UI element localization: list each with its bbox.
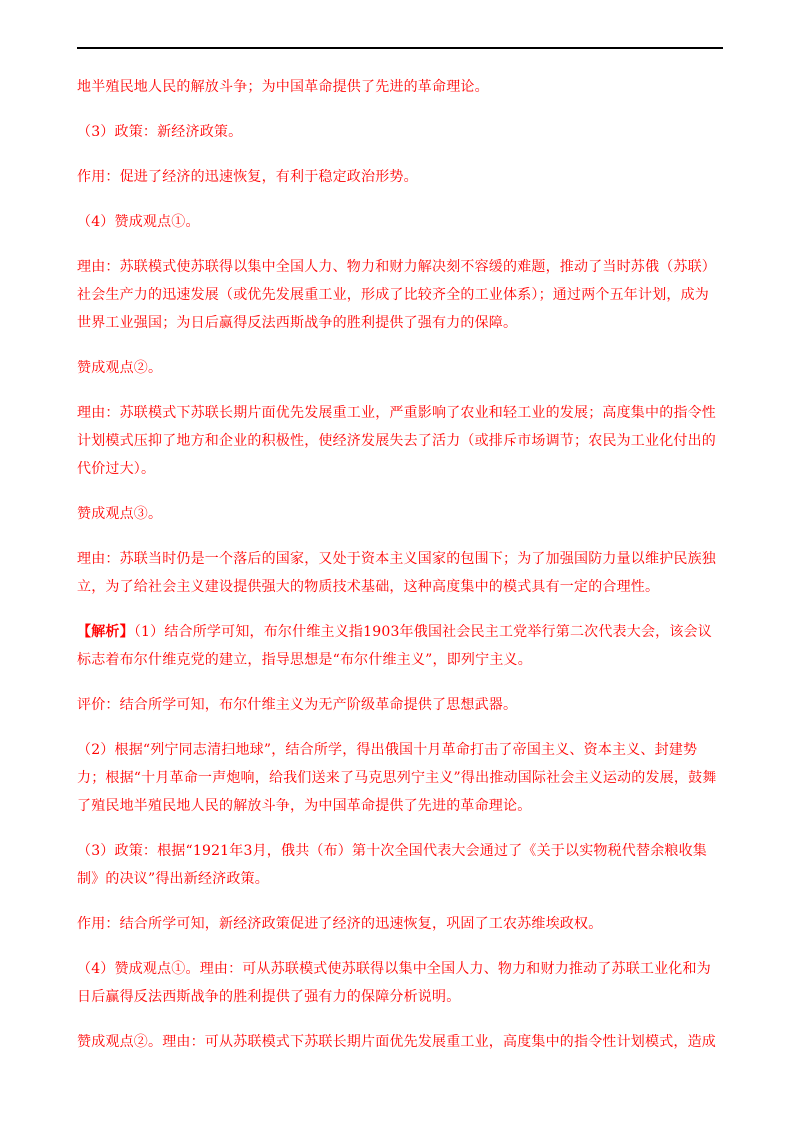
- answer-paragraph: 赞成观点③。: [77, 506, 163, 522]
- analysis-paragraph: [77, 618, 723, 674]
- answer-paragraph: （4）赞成观点①。: [77, 214, 200, 230]
- answer-paragraph: 作用：促进了经济的迅速恢复，有利于稳定政治形势。: [77, 169, 418, 185]
- analysis-paragraph: 赞成观点②。理由：可从苏联模式下苏联长期片面优先发展重工业，高度集中的指令性计划模式，造成: [77, 1034, 716, 1050]
- analysis-paragraph: （4）赞成观点①。理由：可从苏联模式使苏联得以集中全国人力、物力和财力推动了苏联工业化和为日后赢得反法西斯战争的胜利提供了强有力的保障分析说明。: [77, 961, 711, 1005]
- document-body: [77, 73, 723, 1073]
- answer-paragraph: 赞成观点②。: [77, 360, 163, 376]
- analysis-paragraph: 作用：结合所学可知，新经济政策促进了经济的迅速恢复，巩固了工农苏维埃政权。: [77, 916, 603, 932]
- answer-paragraph: 理由：苏联当时仍是一个落后的国家，又处于资本主义国家的包围下；为了加强国防力量以维护民族独立，为了给社会主义建设提供强大的物质技术基础，这种高度集中的模式具有一定的合理性。: [77, 551, 716, 595]
- analysis-paragraph: （3）政策：根据“1921年3月，俄共（布）第十次全国代表大会通过了《关于以实物税代替余粮收集制》的决议”得出新经济政策。: [77, 843, 707, 887]
- header-rule: [77, 47, 723, 49]
- answer-paragraph: （3）政策：新经济政策。: [77, 124, 243, 140]
- analysis-text: （1）结合所学可知，布尔什维主义指1903年俄国社会民主工党举行第二次代表大会，该会议标志着布尔什维克党的建立，指导思想是“布尔什维主义”，即列宁主义。: [77, 624, 712, 668]
- analysis-label: 【解析】: [77, 624, 134, 640]
- answer-paragraph: 理由：苏联模式使苏联得以集中全国人力、物力和财力解决刻不容缓的难题，推动了当时苏俄（苏联）社会生产力的迅速发展（或优先发展重工业，形成了比较齐全的工业体系）；通过两个五年计划，成为世界工业强国；为日后赢得反法西斯战争的胜利提供了强有力的保障。: [77, 259, 716, 331]
- answer-paragraph: 地半殖民地人民的解放斗争；为中国革命提供了先进的革命理论。: [77, 79, 489, 95]
- analysis-paragraph: 评价：结合所学可知，布尔什维主义为无产阶级革命提供了思想武器。: [77, 697, 518, 713]
- answer-paragraph: 理由：苏联模式下苏联长期片面优先发展重工业，严重影响了农业和轻工业的发展；高度集中的指令性计划模式压抑了地方和企业的积极性，使经济发展失去了活力（或排斥市场调节；农民为工业化付出的代价过大）。: [77, 405, 716, 477]
- analysis-paragraph: （2）根据“列宁同志清扫地球”，结合所学，得出俄国十月革命打击了帝国主义、资本主义、封建势力；根据“十月革命一声炮响，给我们送来了马克思列宁主义”得出推动国际社会主义运动的发展，鼓舞了殖民地半殖民地人民的解放斗争，为中国革命提供了先进的革命理论。: [77, 742, 717, 814]
